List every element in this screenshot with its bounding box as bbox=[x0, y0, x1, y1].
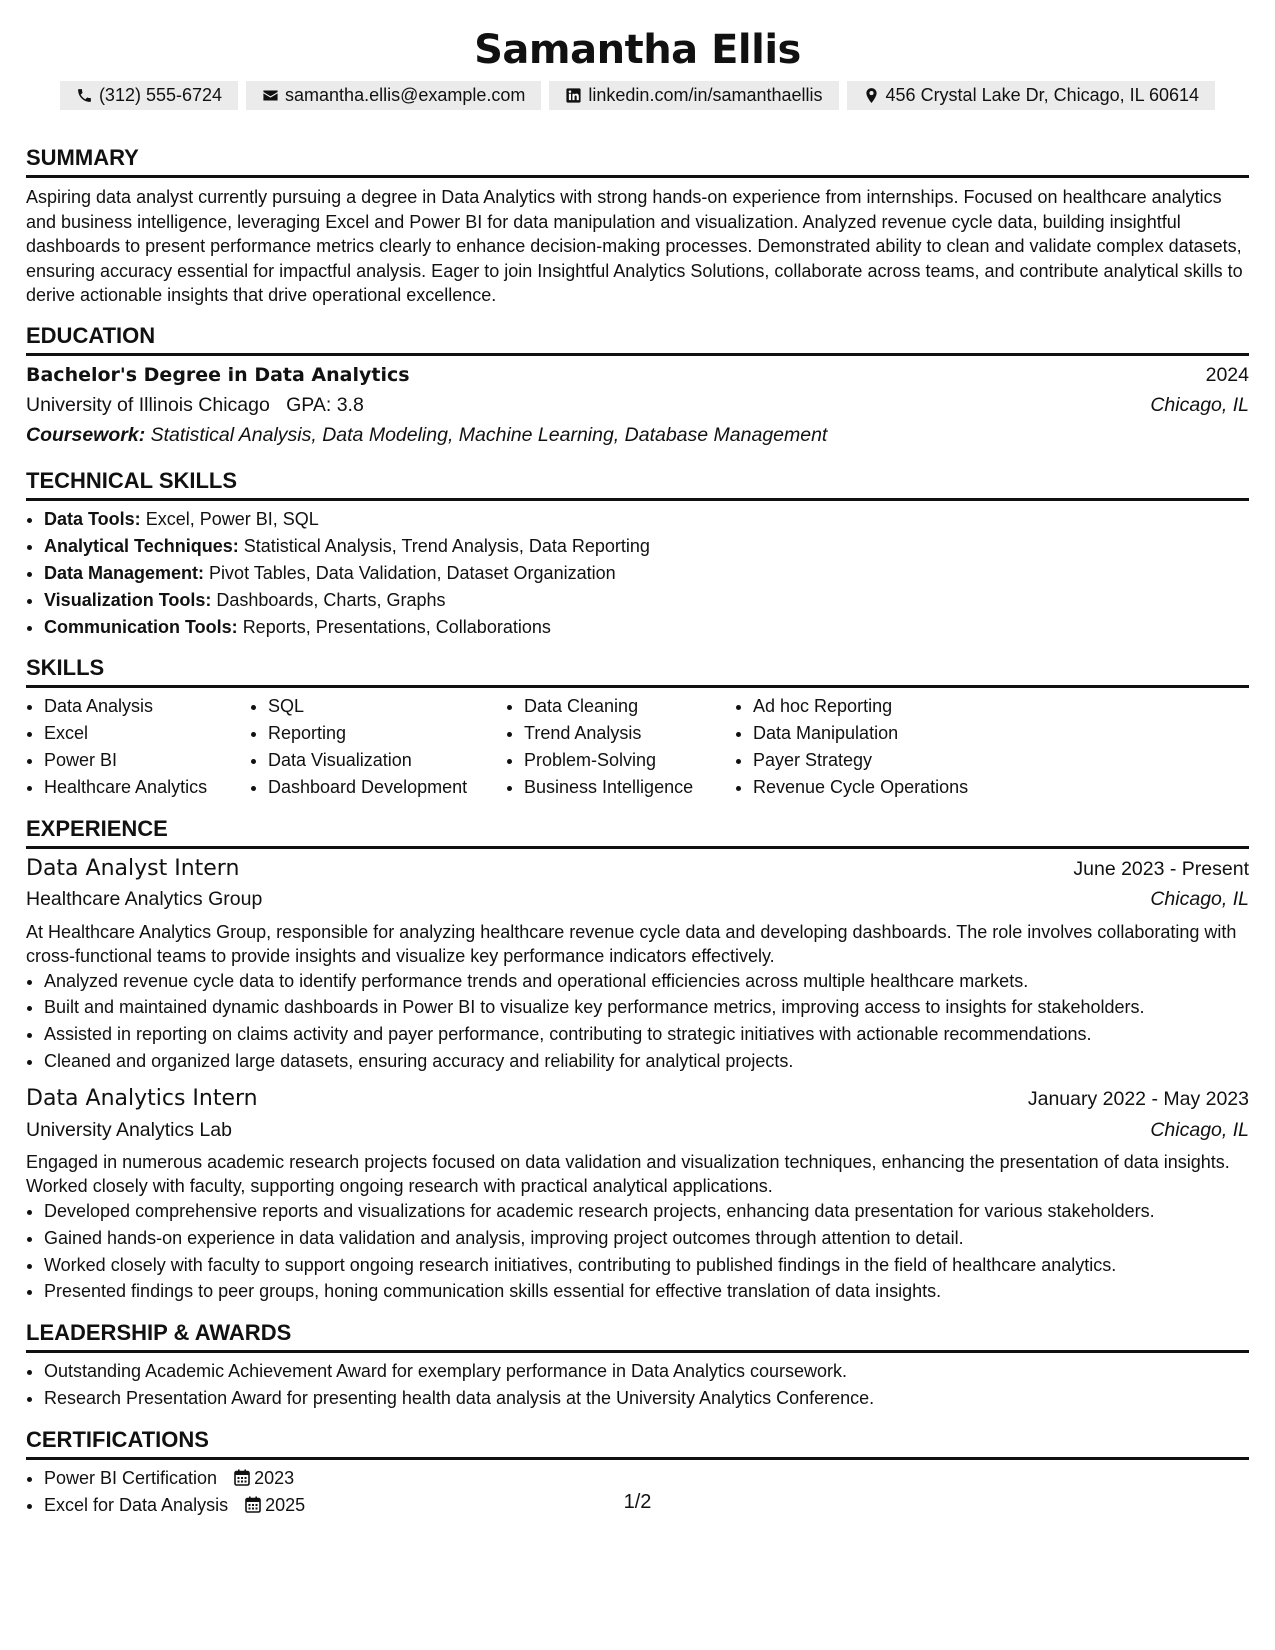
job-description: Engaged in numerous academic research projects focused on data validation and visualization techniques, enhancing the presentation of data insights. Worked closely with faculty, supporting ongoing research with practical analytical applications. bbox=[26, 1151, 1230, 1196]
calendar-icon bbox=[234, 1469, 250, 1486]
list-item: • Gained hands-on experience in data validation and analysis, improving project outcomes through attention to detail. bbox=[44, 1225, 1249, 1252]
skills-grid bbox=[26, 693, 1249, 800]
list-item: • Problem-Solving bbox=[524, 747, 735, 774]
list-item: • Built and maintained dynamic dashboards in Power BI to visualize key performance metrics, improving access to insights for stakeholders. bbox=[44, 994, 1249, 1021]
technical-skills-heading: TECHNICAL SKILLS bbox=[26, 467, 1249, 501]
page-indicator: 1/2 bbox=[623, 1491, 652, 1513]
certifications-heading: CERTIFICATIONS bbox=[26, 1426, 1249, 1460]
linkedin-text: linkedin.com/in/samanthaellis bbox=[588, 85, 823, 105]
job-bullets bbox=[26, 968, 1249, 1075]
coursework-list: Statistical Analysis, Data Modeling, Machine Learning, Database Management bbox=[150, 424, 828, 447]
list-item bbox=[44, 614, 1249, 641]
gpa: GPA: 3.8 bbox=[286, 393, 364, 416]
contact-bar bbox=[26, 81, 1249, 110]
job-entry bbox=[26, 1084, 1249, 1305]
experience-section bbox=[26, 815, 1249, 1306]
education-header bbox=[26, 362, 1249, 389]
list-item: • Data Cleaning bbox=[524, 693, 735, 720]
list-item: • Excel bbox=[44, 720, 250, 747]
list-item: • Data Manipulation bbox=[753, 720, 993, 747]
list-item: • Assisted in reporting on claims activity and payer performance, contributing to strategic initiatives with actionable recommendations. bbox=[44, 1021, 1249, 1048]
skill-label: Data Tools: bbox=[44, 509, 141, 530]
linkedin-icon bbox=[565, 87, 582, 104]
phone-icon bbox=[76, 87, 93, 104]
skill-label: Data Management: bbox=[44, 562, 205, 583]
list-item: • Power BI bbox=[44, 747, 250, 774]
list-item: • Payer Strategy bbox=[753, 747, 993, 774]
job-location: Chicago, IL bbox=[1150, 888, 1249, 911]
list-item: • Analyzed revenue cycle data to identify performance trends and operational efficiencies across multiple healthcare markets. bbox=[44, 968, 1249, 995]
skill-label: Visualization Tools: bbox=[44, 589, 212, 610]
list-item: • Research Presentation Award for presenting health data analysis at the University Analytics Conference. bbox=[44, 1385, 1249, 1412]
skills-column-3 bbox=[506, 693, 735, 800]
job-title: Data Analyst Intern bbox=[26, 855, 240, 881]
skills-column-4 bbox=[735, 693, 993, 800]
list-item bbox=[44, 533, 1249, 560]
map-pin-icon bbox=[863, 87, 880, 104]
education-year: 2024 bbox=[1205, 363, 1249, 386]
degree-title: Bachelor's Degree in Data Analytics bbox=[26, 363, 410, 386]
technical-skills-list bbox=[26, 506, 1249, 640]
skill-value: Excel, Power BI, SQL bbox=[145, 509, 319, 530]
skills-section bbox=[26, 654, 1249, 800]
list-item: • Healthcare Analytics bbox=[44, 774, 250, 801]
address-text: 456 Crystal Lake Dr, Chicago, IL 60614 bbox=[885, 85, 1200, 105]
education-heading: EDUCATION bbox=[26, 322, 1249, 356]
candidate-name: Samantha Ellis bbox=[474, 27, 801, 73]
awards-heading: LEADERSHIP & AWARDS bbox=[26, 1319, 1249, 1353]
awards-list bbox=[26, 1358, 1249, 1412]
job-sub bbox=[26, 886, 1249, 913]
education-sub bbox=[26, 392, 1249, 419]
list-item: • Cleaned and organized large datasets, ensuring accuracy and reliability for analytical projects. bbox=[44, 1048, 1249, 1075]
job-header bbox=[26, 1084, 1249, 1115]
list-item: • Revenue Cycle Operations bbox=[753, 774, 993, 801]
certification-name: Power BI Certification bbox=[44, 1467, 218, 1488]
list-item: • Outstanding Academic Achievement Award for exemplary performance in Data Analytics coursework. bbox=[44, 1358, 1249, 1385]
skills-column-1 bbox=[26, 693, 250, 800]
list-item: • Data Analysis bbox=[44, 693, 250, 720]
contact-address bbox=[847, 81, 1216, 110]
summary-text: Aspiring data analyst currently pursuing a degree in Data Analytics with strong hands-on experience from internships. Focused on healthcare analytics and business intelligence, leveraging Excel and Power BI for data manipulation and visualization. Analyzed revenue cycle data, building insightful dashboards to present performance metrics clearly to enhance decision-making processes. Demonstrated ability to clean and validate complex datasets, ensuring accuracy essential for impactful analysis. Eager to join Insightful Analytics Solutions, collaborate across teams, and contribute analytical skills to derive actionable insights that drive operational excellence. bbox=[26, 187, 1243, 305]
email-text: samantha.ellis@example.com bbox=[285, 85, 526, 105]
list-item: • SQL bbox=[268, 693, 506, 720]
list-item bbox=[44, 560, 1249, 587]
list-item: • Dashboard Development bbox=[268, 774, 506, 801]
skill-value: Reports, Presentations, Collaborations bbox=[242, 616, 551, 637]
experience-heading: EXPERIENCE bbox=[26, 815, 1249, 849]
envelope-icon bbox=[262, 87, 279, 104]
contact-phone bbox=[60, 81, 238, 110]
certification-name: Excel for Data Analysis bbox=[44, 1494, 229, 1515]
company-name: University Analytics Lab bbox=[26, 1118, 232, 1141]
list-item bbox=[44, 587, 1249, 614]
list-item: • Data Visualization bbox=[268, 747, 506, 774]
list-item: • Trend Analysis bbox=[524, 720, 735, 747]
awards-section bbox=[26, 1319, 1249, 1412]
list-item bbox=[44, 506, 1249, 533]
skill-label: Analytical Techniques: bbox=[44, 536, 239, 557]
job-description: At Healthcare Analytics Group, responsible for analyzing healthcare revenue cycle data and developing dashboards. The role involves collaborating with cross-functional teams to provide insights and visualize key performance indicators effectively. bbox=[26, 921, 1237, 966]
coursework bbox=[26, 422, 1249, 449]
school-line bbox=[26, 392, 364, 419]
summary-heading: SUMMARY bbox=[26, 144, 1249, 178]
coursework-label: Coursework: bbox=[26, 424, 146, 447]
skill-value: Pivot Tables, Data Validation, Dataset Organization bbox=[209, 562, 616, 583]
certification-year: 2025 bbox=[265, 1494, 306, 1515]
list-item: • Business Intelligence bbox=[524, 774, 735, 801]
list-item: • Worked closely with faculty to support ongoing research initiatives, contributing to published findings in the field of healthcare analytics. bbox=[44, 1252, 1249, 1279]
job-sub bbox=[26, 1117, 1249, 1144]
job-title: Data Analytics Intern bbox=[26, 1085, 258, 1111]
job-bullets bbox=[26, 1198, 1249, 1305]
list-item: • Presented findings to peer groups, honing communication skills essential for effective translation of data insights. bbox=[44, 1278, 1249, 1305]
job-dates: June 2023 - Present bbox=[1073, 857, 1249, 880]
job-location: Chicago, IL bbox=[1150, 1118, 1249, 1141]
job-entry bbox=[26, 854, 1249, 1075]
contact-email[interactable] bbox=[246, 81, 541, 110]
technical-skills-section bbox=[26, 467, 1249, 640]
education-location: Chicago, IL bbox=[1150, 393, 1249, 416]
skills-column-2 bbox=[250, 693, 506, 800]
summary-section bbox=[26, 144, 1249, 308]
list-item: • Reporting bbox=[268, 720, 506, 747]
skill-value: Statistical Analysis, Trend Analysis, Data Reporting bbox=[243, 536, 650, 557]
skill-label: Communication Tools: bbox=[44, 616, 238, 637]
contact-linkedin[interactable] bbox=[549, 81, 838, 110]
job-header bbox=[26, 854, 1249, 885]
phone-text: (312) 555-6724 bbox=[98, 85, 223, 105]
education-section bbox=[26, 322, 1249, 450]
school-name: University of Illinois Chicago bbox=[26, 393, 270, 416]
job-dates: January 2022 - May 2023 bbox=[1027, 1087, 1249, 1110]
list-item: • Developed comprehensive reports and visualizations for academic research projects, enhancing data presentation for various stakeholders. bbox=[44, 1198, 1249, 1225]
skills-heading: SKILLS bbox=[26, 654, 1249, 688]
skill-value: Dashboards, Charts, Graphs bbox=[216, 589, 446, 610]
list-item: • Ad hoc Reporting bbox=[753, 693, 993, 720]
certification-year: 2023 bbox=[254, 1467, 295, 1488]
company-name: Healthcare Analytics Group bbox=[26, 888, 263, 911]
